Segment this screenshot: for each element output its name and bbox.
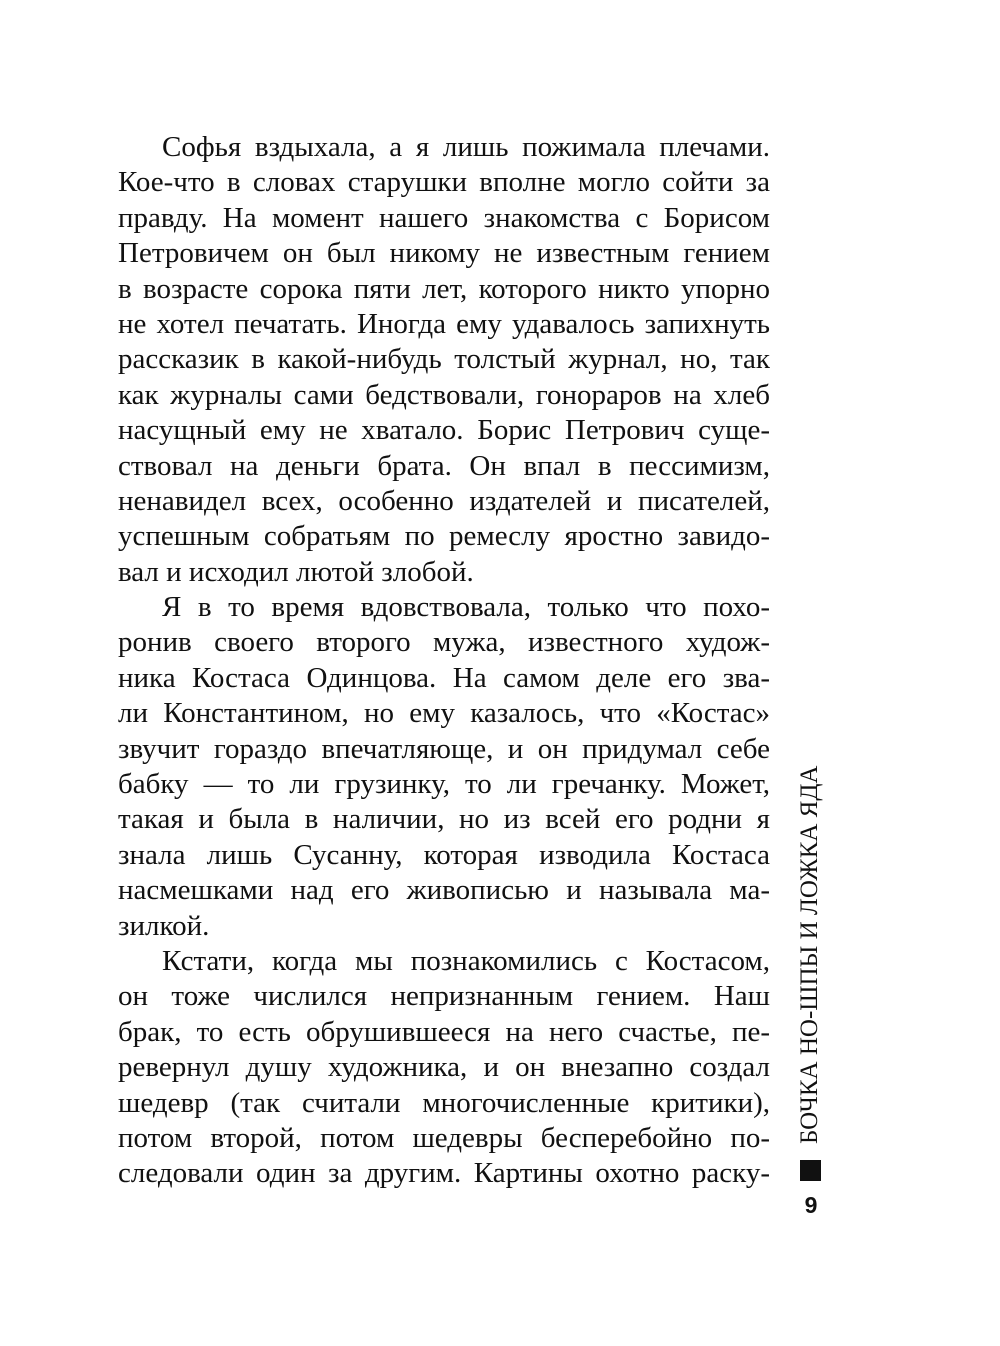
text-line: как журналы сами бедствовали, гонораров на хлеб (118, 378, 770, 411)
text-line: Кстати, когда мы познакомились с Костасом, (162, 944, 770, 977)
square-marker-icon (800, 1160, 821, 1181)
text-line: в возрасте сорока пяти лет, которого никто упорно (118, 272, 770, 305)
body-text (118, 130, 770, 1192)
text-line: ненавидел всех, особенно издателей и писателей, (118, 484, 770, 517)
text-line: брак, то есть обрушившееся на него счастье, пе- (118, 1015, 770, 1048)
text-line: Я в то время вдовствовала, только что похо- (162, 591, 770, 624)
text-line: вал и исходил лютой злобой. (118, 555, 474, 588)
text-line: зилкой. (118, 909, 210, 942)
text-line: шедевр (так считали многочисленные критики), (118, 1086, 770, 1119)
running-head-vertical: БОЧКА НО-ШПЫ И ЛОЖКА ЯДА (796, 765, 823, 1144)
text-line: звучит гораздо впечатляюще, и он придумал себе (118, 732, 770, 765)
text-line: ли Константином, но ему казалось, что «Костас» (118, 697, 770, 730)
page-number: 9 (804, 1192, 818, 1218)
text-line: Софья вздыхала, а я лишь пожимала плечами. (162, 131, 770, 163)
text-line: Петровичем он был никому не известным гением (118, 237, 770, 270)
text-line: успешным собратьям по ремеслу яростно завидо- (118, 520, 770, 553)
text-line: Кое-что в словах старушки вполне могло сойти за (118, 166, 770, 199)
text-line: бабку — то ли грузинку, то ли гречанку. Может, (118, 768, 770, 801)
text-line: он тоже числился непризнанным гением. Наш (118, 980, 770, 1013)
text-line: такая и была в наличии, но из всей его родни я (118, 803, 770, 836)
text-line: ронив своего второго мужа, известного худож- (118, 626, 770, 659)
text-line: ревернул душу художника, и он внезапно создал (118, 1051, 770, 1084)
text-line: правду. На момент нашего знакомства с Борисом (118, 201, 770, 234)
text-line: ствовал на деньги брата. Он впал в пессимизм, (118, 449, 770, 482)
text-line: знала лишь Сусанну, которая изводила Костаса (118, 838, 770, 871)
text-line: следовали один за другим. Картины охотно раску- (118, 1157, 770, 1190)
text-line: не хотел печатать. Иногда ему удавалось запихнуть (118, 307, 770, 340)
text-line: насмешками над его живописью и называла ма- (118, 874, 770, 907)
text-line: рассказик в какой-нибудь толстый журнал, но, так (118, 343, 770, 376)
text-line: насущный ему не хватало. Борис Петрович суще- (118, 414, 770, 447)
text-line: ника Костаса Одинцова. На самом деле его зва- (118, 661, 770, 694)
text-line: потом второй, потом шедевры бесперебойно по- (118, 1121, 770, 1154)
